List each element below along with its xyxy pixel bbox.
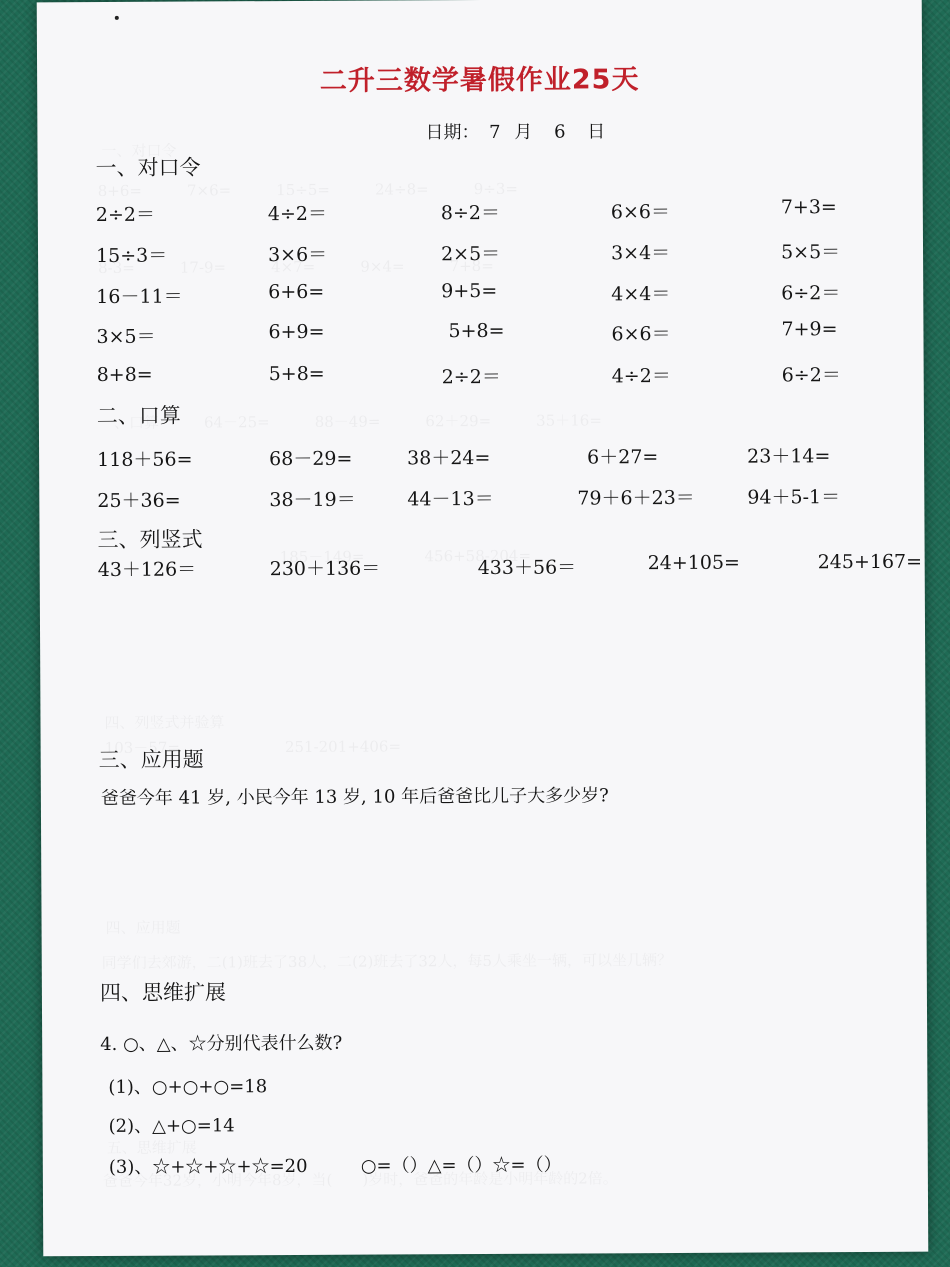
- problem: 8+8=: [96, 363, 153, 387]
- problem: 3×5＝: [96, 325, 156, 349]
- problem: 6×6＝: [610, 201, 670, 224]
- date-day: 6: [554, 121, 566, 143]
- problem: 25＋36=: [97, 489, 181, 513]
- problem: 6÷2＝: [781, 364, 841, 387]
- problem: 4÷2＝: [611, 365, 671, 388]
- problem: 3×6＝: [267, 243, 328, 267]
- date-day-unit: 日: [587, 121, 606, 143]
- section-heading-vertical-calc: 三、列竖式: [97, 527, 203, 553]
- date-label: 日期：: [425, 122, 480, 144]
- vertical-calc-row: [97, 550, 923, 582]
- problem: 3×4＝: [610, 242, 671, 265]
- section-heading-oral-drill: 一、对口令: [95, 155, 201, 181]
- problem: 5×5＝: [780, 241, 841, 264]
- problem: 24+105=: [647, 551, 741, 575]
- problem: 230＋136＝: [269, 557, 381, 581]
- ink-dot: [115, 16, 119, 20]
- problem: 7+3=: [780, 196, 837, 219]
- problem: 2÷2＝: [95, 203, 156, 227]
- problem: 7+9=: [781, 318, 838, 341]
- problem: 79＋6＋23＝: [577, 486, 695, 510]
- problem: 15÷3＝: [95, 244, 168, 268]
- oral-drill-row: [96, 318, 916, 348]
- problem: 4×4＝: [611, 283, 671, 306]
- problem: 2×5＝: [440, 242, 501, 266]
- problem: 4÷2＝: [267, 202, 328, 226]
- oral-drill-row: [96, 278, 916, 308]
- answer-blanks: ○=（）△=（）☆=（）: [360, 1154, 562, 1177]
- problem: 118＋56=: [97, 448, 193, 472]
- equation-line: (2)、△+○=14: [108, 1115, 235, 1137]
- date-line: [425, 117, 605, 144]
- problem: 8÷2＝: [440, 201, 500, 225]
- mental-math-row: [97, 441, 917, 471]
- problem: 38＋24=: [407, 446, 491, 470]
- problem: 6×6＝: [611, 323, 671, 346]
- oral-drill-row: [96, 196, 916, 226]
- problem: 6+9=: [268, 320, 325, 344]
- problem: 43＋126＝: [97, 558, 197, 582]
- problem: 245+167=: [817, 550, 923, 574]
- problem: 6÷2＝: [781, 282, 841, 305]
- oral-drill-row: [96, 237, 916, 267]
- worksheet-title: 二升三数学暑假作业25天: [319, 64, 640, 97]
- section-heading-word-problem: 三、应用题: [98, 747, 204, 773]
- date-month-unit: 月: [514, 121, 533, 143]
- problem: 9+5=: [441, 279, 498, 303]
- oral-drill-row: [97, 360, 917, 390]
- symbol-question: 4. ○、△、☆分别代表什么数?: [100, 1032, 343, 1056]
- problem: 44－13＝: [407, 487, 494, 511]
- mental-math-row: [97, 482, 917, 512]
- problem: 23＋14=: [747, 445, 831, 468]
- problem: 38－19＝: [269, 488, 356, 512]
- problem: 2÷2＝: [441, 365, 501, 389]
- problem: 94＋5-1＝: [747, 486, 841, 509]
- problem: 6+6=: [268, 280, 325, 304]
- problem: 433＋56＝: [477, 556, 577, 580]
- section-heading-mental-math: 二、口算: [96, 403, 181, 429]
- date-month: 7: [489, 121, 501, 143]
- problem: 6＋27=: [587, 446, 659, 469]
- problem: 16－11＝: [96, 285, 183, 309]
- problem: 5+8=: [268, 362, 325, 386]
- equation-line: (3)、☆+☆+☆+☆=20: [108, 1155, 308, 1178]
- word-problem-text: 爸爸今年 41 岁, 小民今年 13 岁, 10 年后爸爸比儿子大多少岁?: [100, 785, 609, 810]
- problem: 68－29=: [269, 447, 353, 471]
- equation-line: (1)、○+○+○=18: [108, 1076, 268, 1098]
- problem: 5+8=: [448, 319, 505, 343]
- section-heading-thinking-extension: 四、思维扩展: [99, 980, 226, 1006]
- worksheet-paper: [37, 0, 929, 1256]
